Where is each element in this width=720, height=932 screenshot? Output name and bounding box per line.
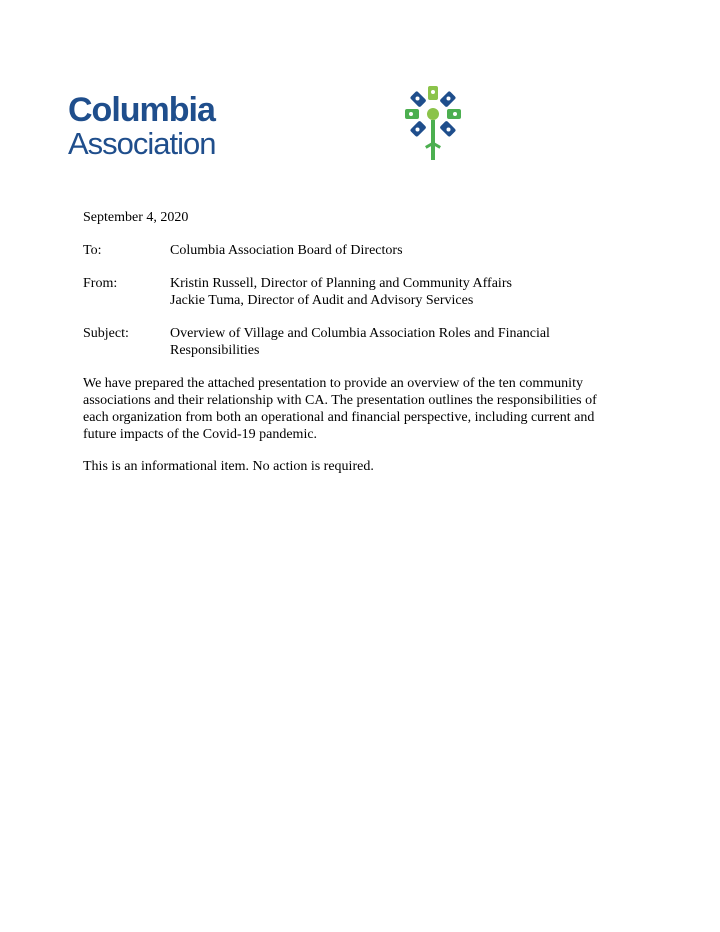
tree-icon <box>398 84 468 164</box>
from-label: From: <box>83 276 118 291</box>
subject-line-2: Responsibilities <box>170 343 260 358</box>
subject-line-1: Overview of Village and Columbia Association Roles and Financial <box>170 326 550 341</box>
from-line-1: Kristin Russell, Director of Planning and Community Affairs <box>170 276 512 291</box>
from-line-2: Jackie Tuma, Director of Audit and Advisory Services <box>170 293 474 308</box>
body-line-1: We have prepared the attached presentation to provide an overview of the ten community <box>83 376 583 391</box>
memo-date: September 4, 2020 <box>83 210 189 225</box>
to-value: Columbia Association Board of Directors <box>170 243 403 258</box>
to-label: To: <box>83 243 102 258</box>
body-line-2: associations and their relationship with CA. The presentation outlines the responsibilities of <box>83 393 597 408</box>
body-line-3: each organization from both an operational and financial perspective, including current and <box>83 410 595 425</box>
informational-note: This is an informational item. No action is required. <box>83 459 374 474</box>
subject-label: Subject: <box>83 326 129 341</box>
logo-word-columbia: Columbia <box>68 91 215 129</box>
body-line-4: future impacts of the Covid-19 pandemic. <box>83 427 318 442</box>
logo-word-association: Association <box>68 126 216 161</box>
